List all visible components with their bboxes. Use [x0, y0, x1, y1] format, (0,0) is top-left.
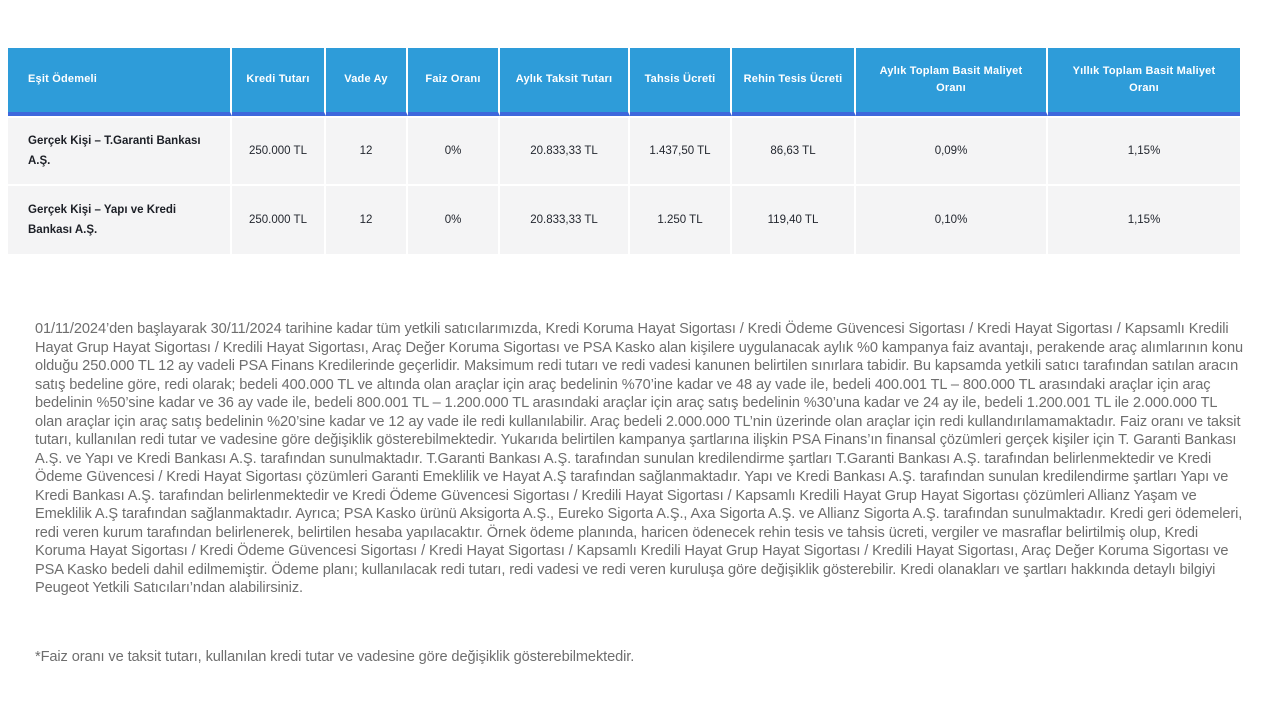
column-header-aylik-taksit-tutari: Aylık Taksit Tutarı: [500, 48, 630, 116]
cell-aylik-taksit-tutari: 20.833,33 TL: [500, 186, 630, 256]
cell-bank-name: Gerçek Kişi – Yapı ve Kredi Bankası A.Ş.: [8, 186, 232, 256]
credit-offers-table: [8, 48, 1240, 256]
column-header-esit-odemeli: Eşit Ödemeli: [8, 48, 232, 116]
cell-aylik-toplam-basit-maliyet: 0,09%: [856, 116, 1048, 186]
cell-tahsis-ucreti: 1.437,50 TL: [630, 116, 732, 186]
cell-kredi-tutari: 250.000 TL: [232, 116, 326, 186]
cell-yillik-toplam-basit-maliyet: 1,15%: [1048, 186, 1240, 256]
column-header-rehin-tesis-ucreti: Rehin Tesis Ücreti: [732, 48, 856, 116]
cell-aylik-toplam-basit-maliyet: 0,10%: [856, 186, 1048, 256]
table-row-yapi-kredi: [8, 186, 1240, 256]
cell-vade-ay: 12: [326, 186, 408, 256]
cell-faiz-orani: 0%: [408, 116, 500, 186]
cell-rehin-tesis-ucreti: 86,63 TL: [732, 116, 856, 186]
column-header-vade-ay: Vade Ay: [326, 48, 408, 116]
column-header-faiz-orani: Faiz Oranı: [408, 48, 500, 116]
table-header-row: [8, 48, 1240, 116]
column-header-aylik-toplam-basit-maliyet-orani: Aylık Toplam Basit Maliyet Oranı: [856, 48, 1048, 116]
cell-tahsis-ucreti: 1.250 TL: [630, 186, 732, 256]
campaign-terms-text: 01/11/2024’den başlayarak 30/11/2024 tarihine kadar tüm yetkili satıcılarımızda, Kredi Koruma Hayat Sigortası / Kredi Ödeme Güvencesi Sigortası / Kredi Hayat Sigortası / Kapsamlı Kredili Hayat Grup Hayat Sigortası / Kredili Hayat Sigortası, Araç Değer Koruma Sigortası ve PSA Kasko alan kişilere uygulanacak aylık %0 kampanya faiz avantajı, perakende araç alımlarının konu olduğu 250.000 TL 12 ay vadeli PSA Finans Kredilerinde geçerlidir. Maksimum redi tutarı ve redi vadesi kanunen belirtilen sınırlara tabidir. Bu kapsamda yetkili satıcı tarafından satılan aracın satış bedeline göre, redi olarak; bedeli 400.000 TL ve altında olan araçlar için araç bedelinin %70’ine kadar ve 48 ay vade ile, bedeli 400.001 TL – 800.000 TL arasındaki araçlar için araç bedelinin %50’sine kadar ve 36 ay vade ile, bedeli 800.001 TL – 1.200.000 TL arasındaki araçlar için araç satış bedelinin %30’una kadar ve 24 ay ile, bedeli 1.200.001 TL ile 2.000.000 TL olan araçlar için araç satış bedelinin %20’sine kadar ve 12 ay vade ile redi kullanılabilir. Araç bedeli 2.000.000 TL’nin üzerinde olan araçlar için redi kullandırılamamaktadır. Faiz oranı ve taksit tutarı, kullanılan redi tutar ve vadesine göre değişiklik gösterebilmektedir. Yukarıda belirtilen kampanya şartlarına ilişkin PSA Finans’ın finansal çözümleri gerçek kişiler için T. Garanti Bankası A.Ş. ve Yapı ve Kredi Bankası A.Ş. tarafından sunulmaktadır. T.Garanti Bankası A.Ş. tarafından sunulan kredilendirme şartları T.Garanti Bankası A.Ş. tarafından belirlenmektedir ve Kredi Ödeme Güvencesi / Kredi Hayat Sigortası çözümleri Garanti Emeklilik ve Hayat A.Ş tarafından sağlanmaktadır. Yapı ve Kredi Bankası A.Ş. tarafından sunulan kredilendirme şartları Yapı ve Kredi Bankası A.Ş. tarafından belirlenmektedir ve Kredi Ödeme Güvencesi Sigortası / Kredili Hayat Sigortası / Kapsamlı Kredili Hayat Grup Hayat Sigortası çözümleri Allianz Yaşam ve Emeklilik A.Ş tarafından sağlanmaktadır. Ayrıca; PSA Kasko ürünü Aksigorta A.Ş., Eureko Sigorta A.Ş., Axa Sigorta A.Ş. ve Allianz Sigorta A.Ş. tarafından sunulmaktadır. Kredi geri ödemeleri, redi veren kurum tarafından belirlenerek, belirtilen hesaba yapılacaktır. Örnek ödeme planında, haricen ödenecek rehin tesis ve tahsis ücreti, vergiler ve masraflar belirtilmiş olup, Kredi Koruma Hayat Sigortası / Kredi Ödeme Güvencesi Sigortası / Kredi Hayat Sigortası / Kapsamlı Kredili Hayat Grup Hayat Sigortası / Kredili Hayat Sigortası, Araç Değer Koruma Sigortası ve PSA Kasko bedeli dahil edilmemiştir. Ödeme planı; kullanılacak redi tutarı, redi vadesi ve redi veren kuruluşa göre değişiklik gösterebilir. Kredi olanakları ve şartları hakkında detaylı bilgiyi Peugeot Yetkili Satıcıları’ndan alabilirsiniz.: [35, 321, 1243, 596]
column-header-yillik-toplam-basit-maliyet-orani: Yıllık Toplam Basit Maliyet Oranı: [1048, 48, 1240, 116]
column-header-kredi-tutari: Kredi Tutarı: [232, 48, 326, 116]
cell-kredi-tutari: 250.000 TL: [232, 186, 326, 256]
cell-rehin-tesis-ucreti: 119,40 TL: [732, 186, 856, 256]
cell-vade-ay: 12: [326, 116, 408, 186]
cell-yillik-toplam-basit-maliyet: 1,15%: [1048, 116, 1240, 186]
cell-bank-name: Gerçek Kişi – T.Garanti Bankası A.Ş.: [8, 116, 232, 186]
column-header-tahsis-ucreti: Tahsis Ücreti: [630, 48, 732, 116]
table-row-garanti: [8, 116, 1240, 186]
cell-aylik-taksit-tutari: 20.833,33 TL: [500, 116, 630, 186]
footnote-text: *Faiz oranı ve taksit tutarı, kullanılan kredi tutar ve vadesine göre değişiklik gösterebilmektedir.: [35, 649, 635, 665]
cell-faiz-orani: 0%: [408, 186, 500, 256]
